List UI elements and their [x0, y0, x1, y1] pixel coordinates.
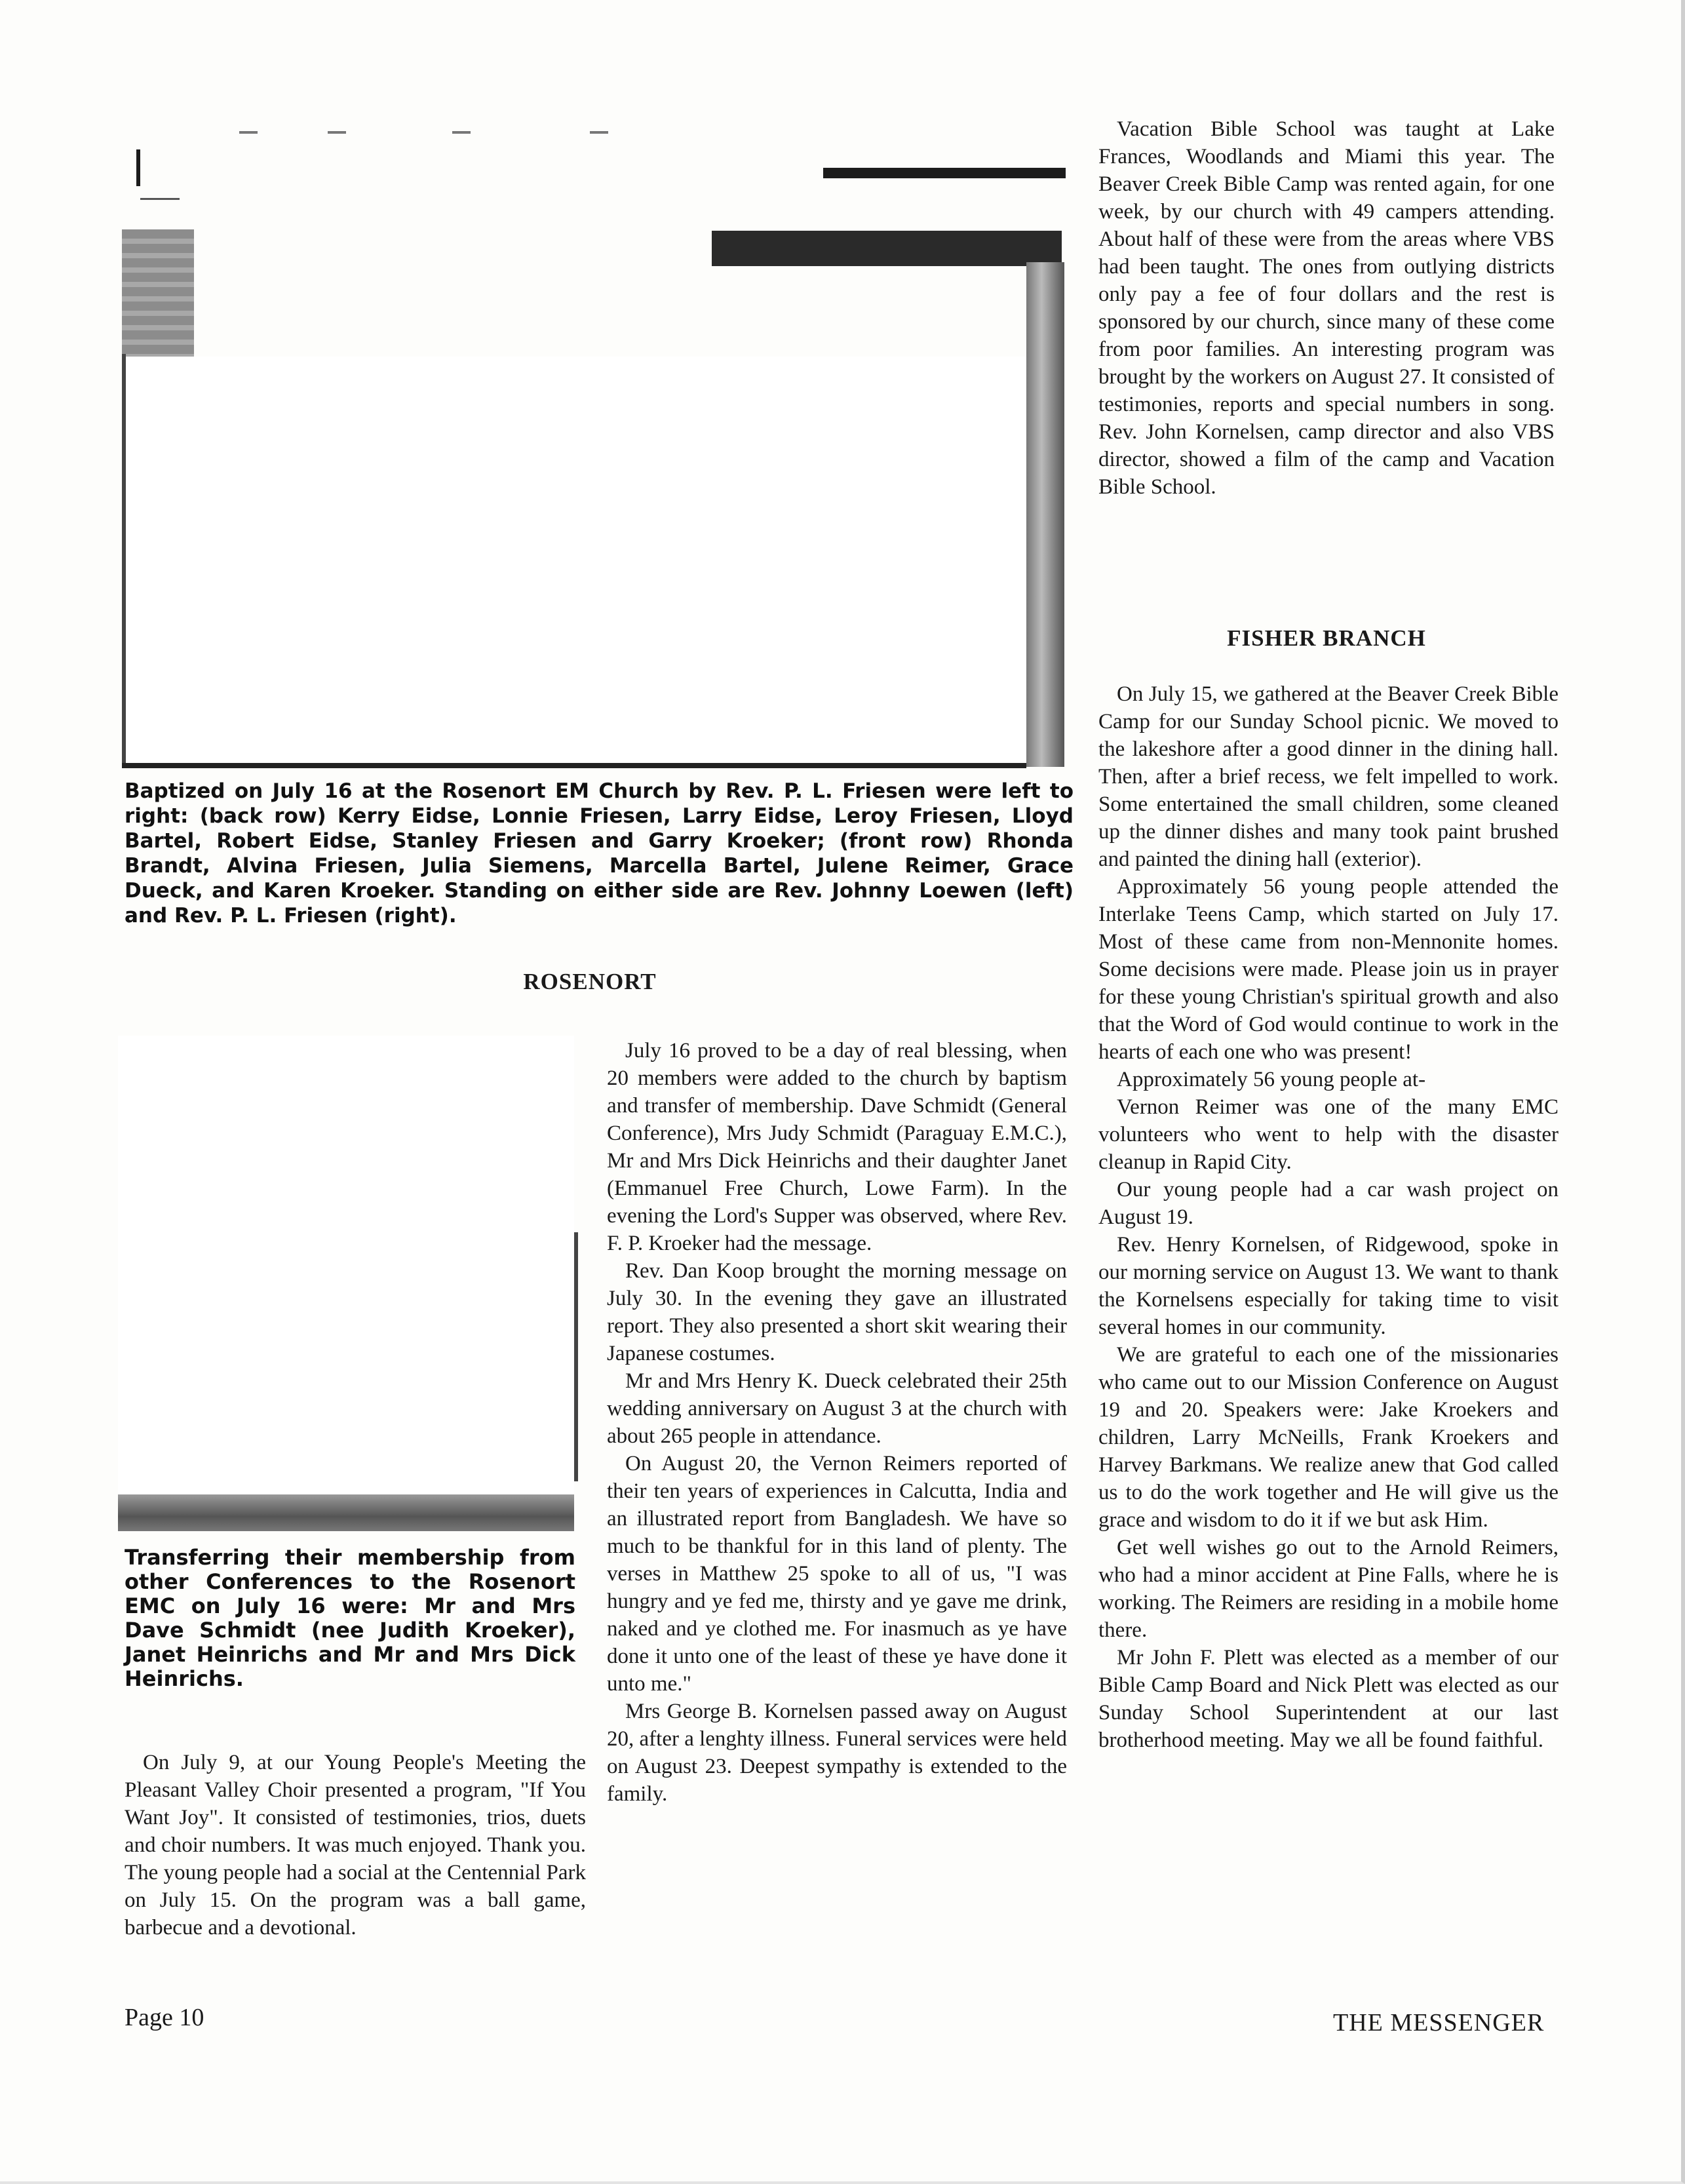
- fisher-branch-paragraph: Get well wishes go out to the Arnold Reimers, who had a minor accident at Pine Falls, where he is working. The Reimers are residing in a mobile home there.: [1098, 1536, 1559, 1642]
- rosenort-heading: ROSENORT: [523, 969, 657, 994]
- photo2-edge-right: [574, 1232, 578, 1481]
- page-number: Page 10: [125, 2004, 204, 2031]
- masthead-dash: [328, 131, 346, 134]
- fisher-branch-paragraph: On July 15, we gathered at the Beaver Creek Bible Camp for our Sunday School picnic. We moved to the lakeshore after a good dinner in the dining hall. Then, after a brief recess, we felt impelled to work. Some entertained the small children, some cleaned up the dinner dishes and many took paint brushed and painted the dining hall (exterior).: [1098, 682, 1559, 871]
- transfer-photo-caption: Transferring their membership from other Conferences to the Rosenort EMC on July 16 were: Mr and Mrs Dave Schmidt (nee Judith Kroeker), Janet Heinrichs and Mr and Mrs Dick Heinrichs.: [125, 1545, 575, 1691]
- photo2-grass: [118, 1494, 574, 1531]
- fisher-branch-heading: FISHER BRANCH: [1227, 625, 1426, 651]
- masthead-dash: [239, 131, 258, 134]
- rosenort-article: [607, 1037, 1067, 1808]
- masthead-mark-2: [140, 198, 180, 200]
- masthead-bar: [823, 168, 1066, 178]
- masthead-dash: [452, 131, 471, 134]
- fisher-branch-paragraph: Our young people had a car wash project on August 19.: [1098, 1178, 1559, 1229]
- fisher-branch-paragraph: We are grateful to each one of the missionaries who came out to our Mission Conference on August 19 and 20. Speakers were: Jake Kroekers and children, Larry McNeills, Frank Kroekers and Harvey Barkmans. We realize anew that God called us to do the work together and He will give us the grace and wisdom to do it if we but ask Him.: [1098, 1343, 1559, 1532]
- photo-whiteout: [126, 357, 1026, 763]
- rosenort-paragraph: Mrs George B. Kornelsen passed away on August 20, after a lenghty illness. Funeral services were held on August 23. Deepest sympathy is extended to the family.: [607, 1700, 1067, 1806]
- rosenort-paragraph: Rev. Dan Koop brought the morning message on July 30. In the evening they gave an illustrated report. They also presented a short skit wearing their Japanese costumes.: [607, 1259, 1067, 1365]
- photo2-whiteout: [118, 1036, 574, 1494]
- baptism-photo-caption: Baptized on July 16 at the Rosenort EM Church by Rev. P. L. Friesen were left to right: (back row) Kerry Eidse, Lonnie Friesen, Larry Eidse, Leroy Friesen, Lloyd Bartel, Robert Eidse, Stanley Friesen and Garry Kroeker; (front row) Rhonda Brandt, Alvina Friesen, Julia Siemens, Marcella Bartel, Julene Reimer, Grace Dueck, and Karen Kroeker. Standing on either side are Rev. Johnny Loewen (left) and Rev. P. L. Friesen (right).: [125, 779, 1074, 927]
- fisher-branch-paragraph: Mr John F. Plett was elected as a member of our Bible Camp Board and Nick Plett was elected as our Sunday School Superintendent at our last brotherhood meeting. May we all be found faithful.: [1098, 1646, 1559, 1752]
- masthead-dash: [590, 131, 608, 134]
- vbs-article: [1098, 115, 1555, 501]
- fisher-branch-paragraph: Approximately 56 young people attended the Interlake Teens Camp, which started on July 17. Most of these came from non-Mennonite homes. Some decisions were made. Please join us in prayer for these young Christian's spiritual growth and also that the Word of God would continue to work in the hearts of each one who was present!: [1098, 875, 1559, 1064]
- rosenort-paragraph: Mr and Mrs Henry K. Dueck celebrated their 25th wedding anniversary on August 3 at the church with about 265 people in attendance.: [607, 1369, 1067, 1448]
- fisher-branch-paragraph: Approximately 56 young people at-: [1117, 1068, 1426, 1091]
- photo-background-left: [122, 229, 194, 361]
- young-people-paragraph: On July 9, at our Young People's Meeting the Pleasant Valley Choir presented a program, "If You Want Joy". It consisted of testimonies, trios, duets and choir numbers. It was much enjoyed. Thank you. The young people had a social at the Centennial Park on July 15. On the program was a ball game, barbecue and a devotional.: [125, 1751, 586, 1940]
- fisher-branch-paragraph: Rev. Henry Kornelsen, of Ridgewood, spoke in our morning service on August 13. We want to thank the Kornelsens especially for taking time to visit several homes in our community.: [1098, 1233, 1559, 1339]
- rosenort-paragraph: On August 20, the Vernon Reimers reported of their ten years of experiences in Calcutta, India and an illustrated report from Bangladesh. We have so much to be thankful for in this land of plenty. The verses in Matthew 25 spoke to all of us, "I was hungry and ye fed me, thirsty and ye gave me drink, naked and ye clothed me. For inasmuch as ye have done it unto one of the least of these ye have done it unto me.": [607, 1452, 1067, 1696]
- photo-background-right-side: [1026, 262, 1064, 767]
- fisher-branch-paragraph: Vernon Reimer was one of the many EMC volunteers who went to help with the disaster cleanup in Rapid City.: [1098, 1095, 1559, 1174]
- young-people-article: [125, 1749, 586, 1941]
- vbs-paragraph: Vacation Bible School was taught at Lake Frances, Woodlands and Miami this year. The Beaver Creek Bible Camp was rented again, for one week, by our church with 49 campers attending. About half of these were from the areas where VBS had been taught. The ones from outlying districts only pay a fee of four dollars and the rest is sponsored by our church, since many of these come from poor families. An interesting program was brought by the workers on August 27. It consisted of testimonies, reports and special numbers in song. Rev. John Kornelsen, camp director and also VBS director, showed a film of the camp and Vacation Bible School.: [1098, 117, 1555, 499]
- masthead-mark: [136, 149, 140, 186]
- rosenort-paragraph: July 16 proved to be a day of real blessing, when 20 members were added to the church by baptism and transfer of membership. Dave Schmidt (General Conference), Mrs Judy Schmidt (Paraguay E.M.C.), Mr and Mrs Dick Heinrichs and their daughter Janet (Emmanuel Free Church, Lowe Farm). In the evening the Lord's Supper was observed, where Rev. F. P. Kroeker had the message.: [607, 1039, 1067, 1255]
- fisher-branch-article: [1098, 680, 1559, 1754]
- photo-background-right: [712, 231, 1062, 266]
- magazine-title: THE MESSENGER: [1333, 2009, 1545, 2037]
- photo-bottom-edge: [122, 763, 1026, 768]
